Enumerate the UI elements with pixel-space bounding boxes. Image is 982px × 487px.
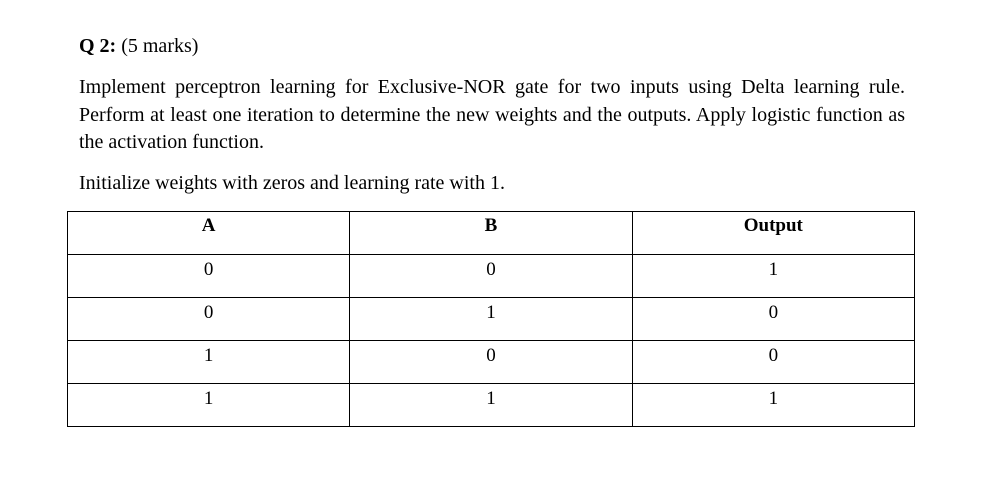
cell-b: 0 [350, 255, 632, 298]
cell-b: 0 [350, 341, 632, 384]
cell-b: 1 [350, 298, 632, 341]
cell-b: 1 [350, 384, 632, 427]
table-row [68, 384, 915, 427]
cell-output: 1 [632, 384, 914, 427]
table-row [68, 341, 915, 384]
cell-a: 0 [68, 255, 350, 298]
cell-output: 0 [632, 298, 914, 341]
table-row [68, 255, 915, 298]
table-row [68, 298, 915, 341]
table-header-row [68, 212, 915, 255]
column-header-output: Output [632, 212, 914, 255]
column-header-b: B [350, 212, 632, 255]
cell-output: 1 [632, 255, 914, 298]
question-body: Implement perceptron learning for Exclusive-NOR gate for two inputs using Delta learning rule. Perform at least one iteration to determine the new weights and the outputs. Apply logistic function as the activation function. [79, 76, 905, 153]
question-marks: (5 marks) [121, 35, 199, 57]
cell-a: 1 [68, 384, 350, 427]
question-number: Q 2: [79, 35, 117, 57]
cell-output: 0 [632, 341, 914, 384]
cell-a: 1 [68, 341, 350, 384]
cell-a: 0 [68, 298, 350, 341]
question-heading [79, 34, 198, 58]
initialization-instruction: Initialize weights with zeros and learning rate with 1. [79, 172, 505, 194]
column-header-a: A [68, 212, 350, 255]
truth-table [67, 211, 915, 427]
